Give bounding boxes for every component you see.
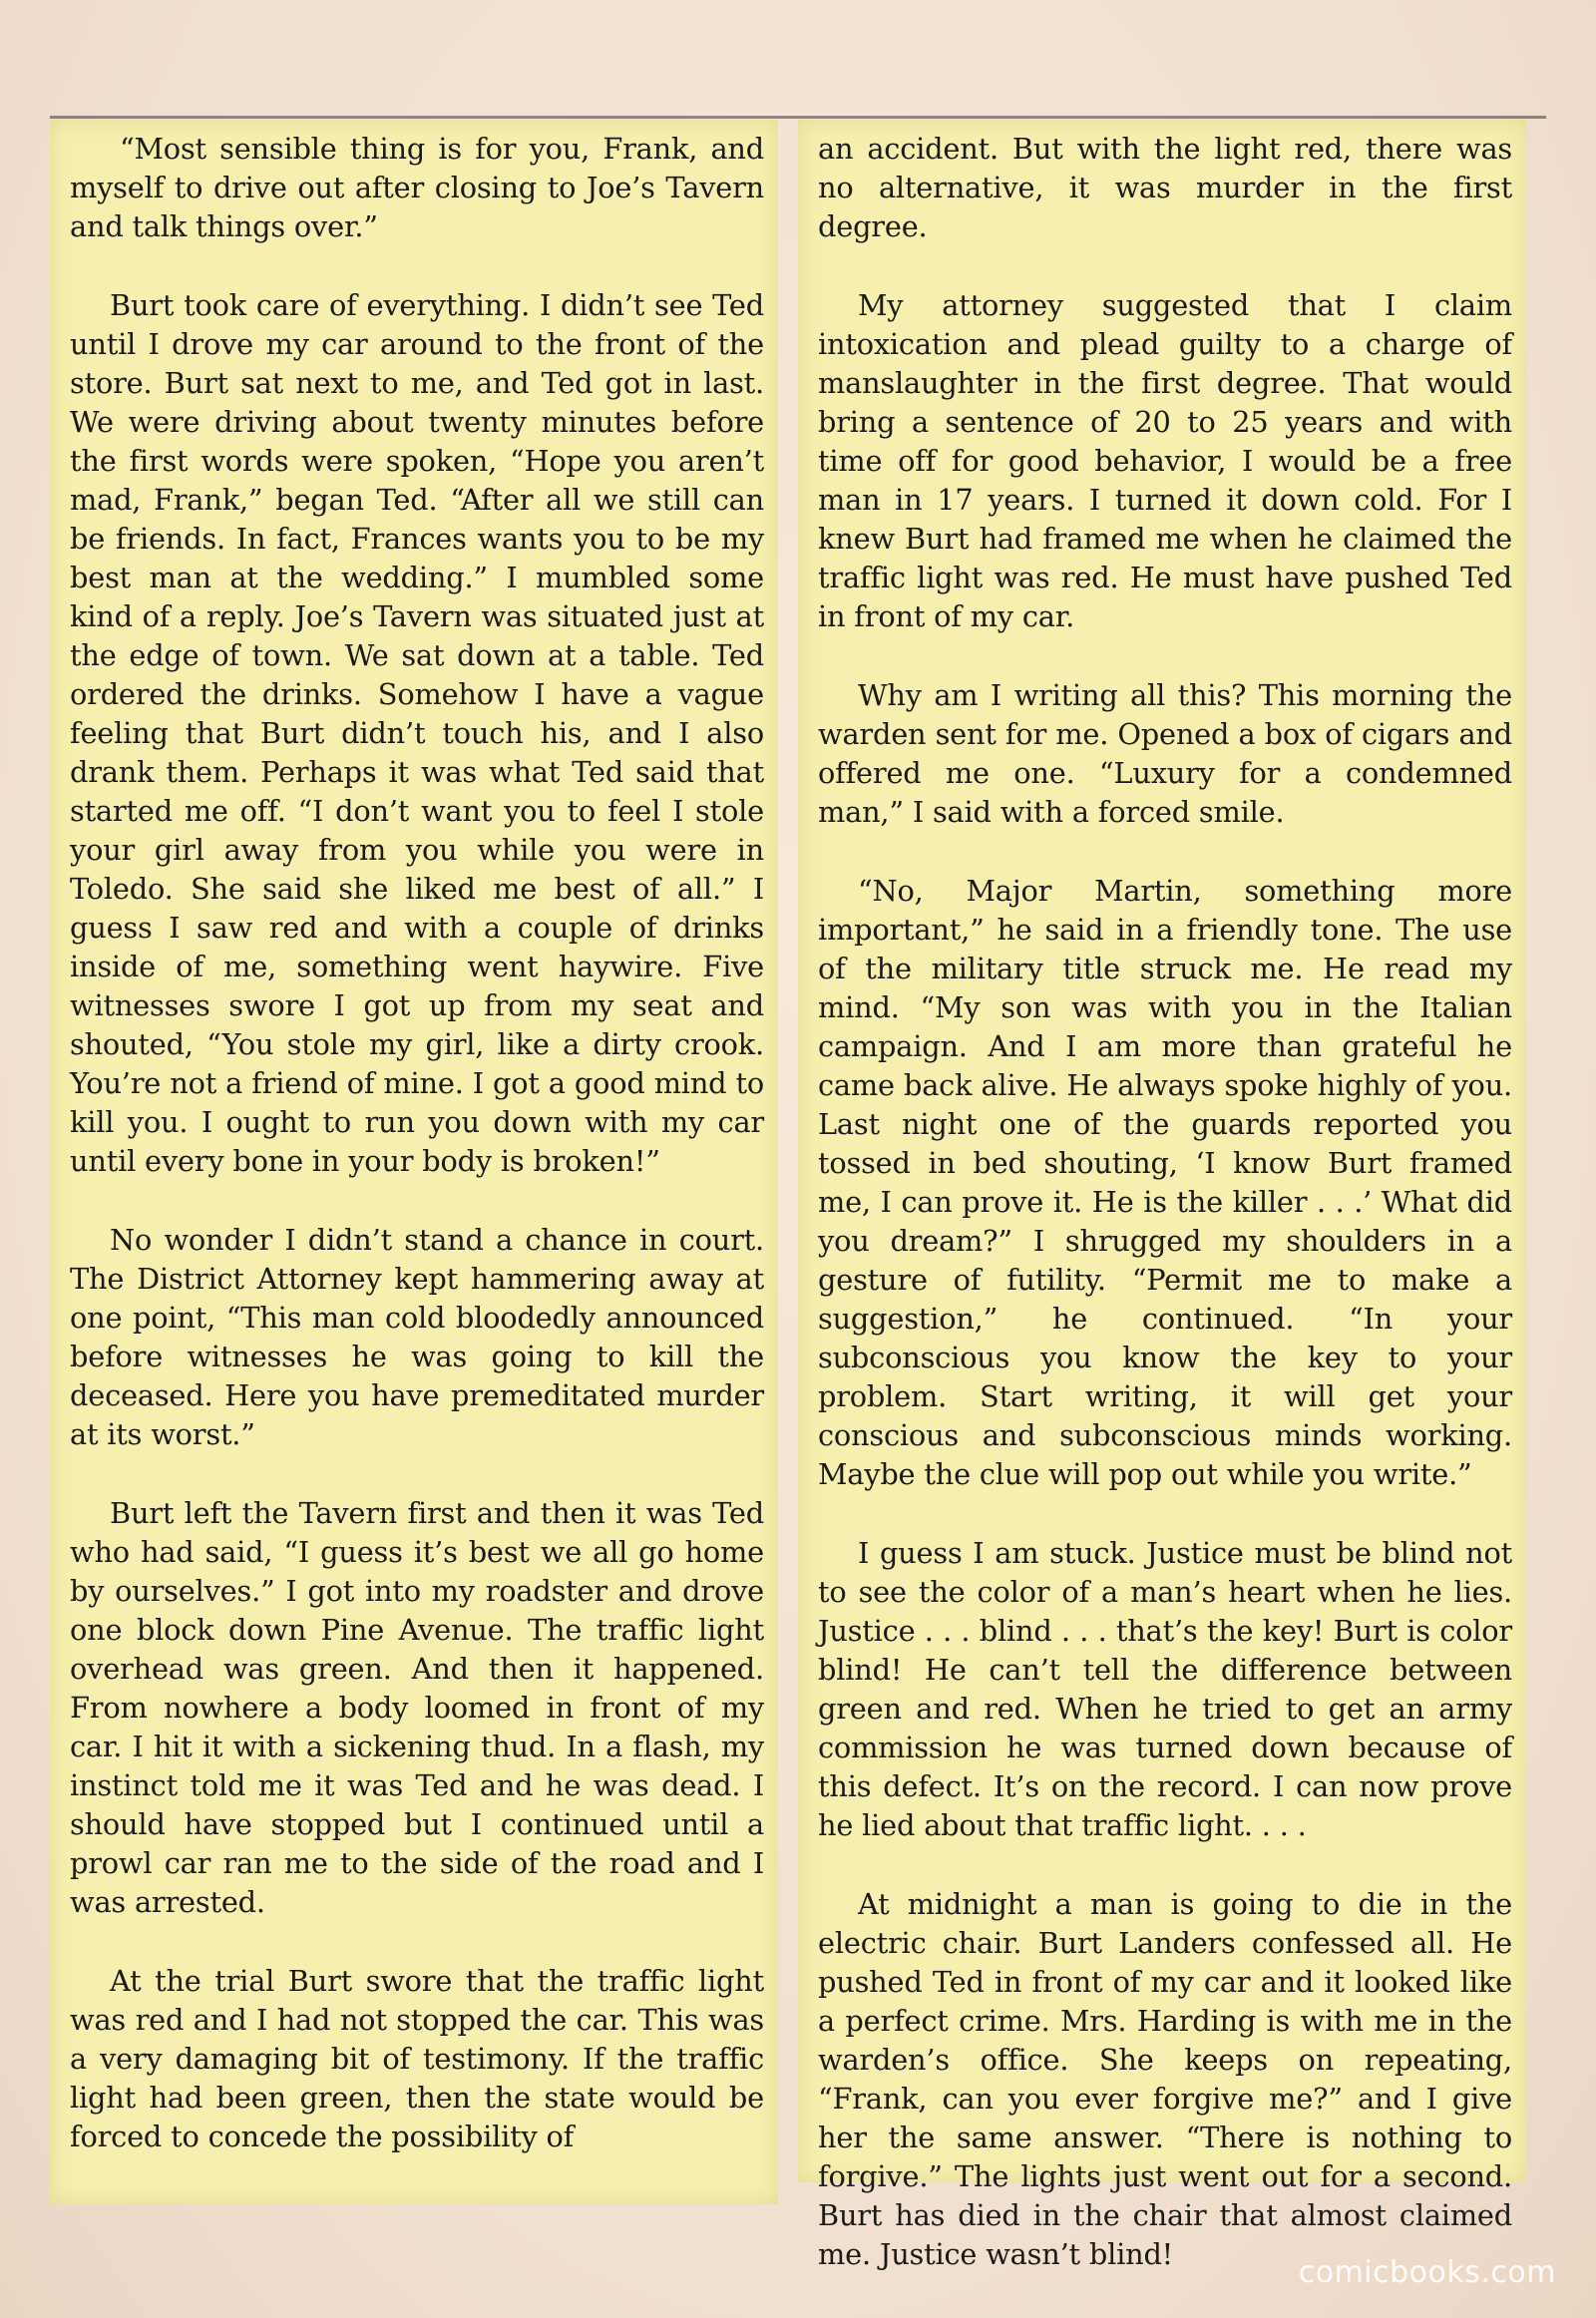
paragraph: “No, Major Martin, something more important,” he said in a friendly tone. The use of the military title struck me. He read my mind. “My son was with you in the Italian campaign. And I am more than grateful he came back alive. He always spoke highly of you. Last night one of the guards reported you tossed in bed shouting, ‘I know Burt framed me, I can prove it. He is the killer . . .’ What did you dream?” I shrugged my shoulders in a gesture of futility. “Permit me to make a suggestion,” he continued. “In your subconscious you know the key to your problem. Start writing, it will get your conscious and subconscious minds working. Maybe the clue will pop out while you write.” [818, 874, 1512, 1491]
paragraph: an accident. But with the light red, there was no alternative, it was murder in the first degree. [818, 132, 1512, 243]
right-text-column [798, 120, 1526, 2271]
left-text-column [50, 120, 778, 2204]
paragraph: At the trial Burt swore that the traffic light was red and I had not stopped the car. This was a very damaging bit of testimony. If the traffic light had been green, then the state would be forced to concede the possibility of [70, 1964, 764, 2153]
paragraph: Why am I writing all this? This morning the warden sent for me. Opened a box of cigars and offered me one. “Luxury for a condemned man,” I said with a forced smile. [818, 678, 1512, 829]
paragraph: I guess I am stuck. Justice must be blind not to see the color of a man’s heart when he lies. Justice . . . blind . . . that’s the key! Burt is color blind! He can’t tell the difference between green and red. When he tried to get an army commission he was turned down because of this defect. It’s on the record. I can now prove he lied about that traffic light. . . . [818, 1536, 1512, 1842]
paragraph: Burt left the Tavern first and then it was Ted who had said, “I guess it’s best we all go home by ourselves.” I got into my roadster and drove one block down Pine Avenue. The traffic light overhead was green. And then it happened. From nowhere a body loomed in front of my car. I hit it with a sickening thud. In a flash, my instinct told me it was Ted and he was dead. I should have stopped but I continued until a prowl car ran me to the side of the road and I was arrested. [70, 1496, 764, 1919]
paragraph: At midnight a man is going to die in the electric chair. Burt Landers confessed all. He pushed Ted in front of my car and it looked like a perfect crime. Mrs. Harding is with me in the warden’s office. She keeps on repeating, “Frank, can you ever forgive me?” and I give her the same answer. “There is nothing to forgive.” The lights just went out for a second. Burt has died in the chair that almost claimed me. Justice wasn’t blind! [818, 1887, 1512, 2271]
paragraph: “Most sensible thing is for you, Frank, and myself to drive out after closing to Joe’s Tavern and talk things over.” [70, 132, 764, 243]
paragraph: No wonder I didn’t stand a chance in court. The District Attorney kept hammering away at one point, “This man cold bloodedly announced before witnesses he was going to kill the deceased. Here you have premeditated murder at its worst.” [70, 1223, 764, 1451]
top-rule [50, 116, 1546, 119]
watermark: comicbooks.com [1298, 2255, 1556, 2290]
paragraph: Burt took care of everything. I didn’t see Ted until I drove my car around to the front of the store. Burt sat next to me, and Ted got in last. We were driving about twenty minutes before the first words were spoken, “Hope you aren’t mad, Frank,” began Ted. “After all we still can be friends. In fact, Frances wants you to be my best man at the wedding.” I mumbled some kind of a reply. Joe’s Tavern was situated just at the edge of town. We sat down at a table. Ted ordered the drinks. Somehow I have a vague feeling that Burt didn’t touch his, and I also drank them. Perhaps it was what Ted said that started me off. “I don’t want you to feel I stole your girl away from you while you were in Toledo. She said she liked me best of all.” I guess I saw red and with a couple of drinks inside of me, something went haywire. Five witnesses swore I got up from my seat and shouted, “You stole my girl, like a dirty crook. You’re not a friend of mine. I got a good mind to kill you. I ought to run you down with my car until every bone in your body is broken!” [70, 288, 764, 1178]
paragraph: My attorney suggested that I claim intoxication and plead guilty to a charge of manslaughter in the first degree. That would bring a sentence of 20 to 25 years and with time off for good behavior, I would be a free man in 17 years. I turned it down cold. For I knew Burt had framed me when he claimed the traffic light was red. He must have pushed Ted in front of my car. [818, 288, 1512, 633]
